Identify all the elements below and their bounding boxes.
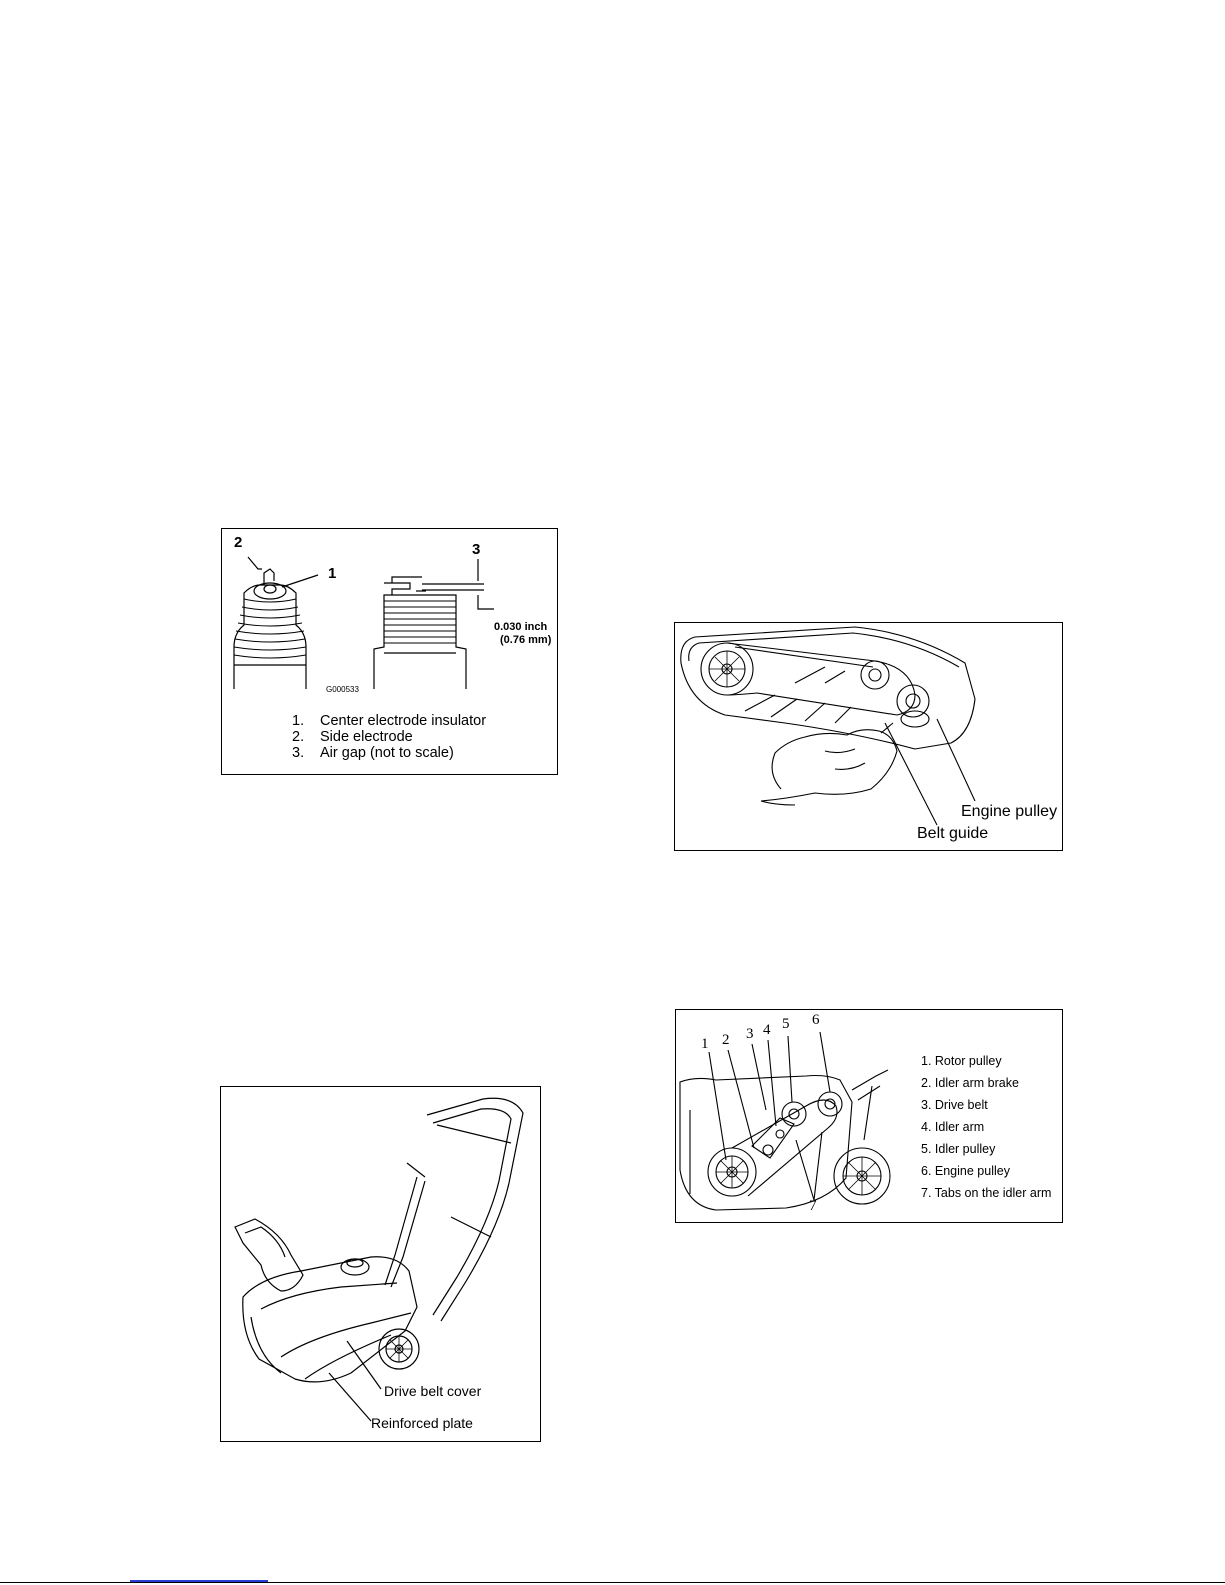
legend-item: 3. Air gap (not to scale) [292, 745, 454, 761]
legend-item: 4. Idler arm [921, 1120, 985, 1134]
gap-metric: (0.76 mm) [500, 634, 552, 646]
callout-1: 1 [328, 565, 337, 582]
pulley-drawing [676, 1010, 916, 1221]
drive-belt-cover-label: Drive belt cover [384, 1383, 482, 1399]
footer-rule [0, 1582, 1225, 1583]
legend-item: 1. Rotor pulley [921, 1054, 1002, 1068]
belt-cover-figure [220, 1086, 541, 1442]
snow-thrower-drawing [221, 1087, 539, 1440]
figure-code: G000533 [326, 685, 359, 694]
callout-2: 2 [722, 1032, 730, 1048]
legend-item: 2. Side electrode [292, 729, 413, 745]
callout-5: 5 [782, 1016, 790, 1032]
callout-4: 4 [763, 1022, 771, 1038]
legend-item: 7. Tabs on the idler arm [921, 1186, 1052, 1200]
callout-7: 7 [809, 1198, 817, 1214]
reinforced-plate-label: Reinforced plate [371, 1415, 473, 1431]
legend-item: 3. Drive belt [921, 1098, 988, 1112]
legend-item: 6. Engine pulley [921, 1164, 1010, 1178]
pulley-diagram-figure [675, 1009, 1063, 1223]
legend-item: 5. Idler pulley [921, 1142, 996, 1156]
callout-6: 6 [812, 1012, 820, 1028]
callout-3: 3 [472, 541, 481, 558]
legend-item: 2. Idler arm brake [921, 1076, 1019, 1090]
callout-1: 1 [701, 1036, 709, 1052]
spark-plug-figure [221, 528, 558, 775]
legend-item: 1. Center electrode insulator [292, 713, 487, 729]
belt-guide-figure [674, 622, 1063, 851]
belt-guide-label: Belt guide [917, 825, 989, 842]
engine-pulley-label: Engine pulley [961, 803, 1058, 820]
callout-2: 2 [234, 534, 243, 551]
callout-3: 3 [746, 1026, 754, 1042]
gap-value: 0.030 inch [494, 621, 548, 633]
